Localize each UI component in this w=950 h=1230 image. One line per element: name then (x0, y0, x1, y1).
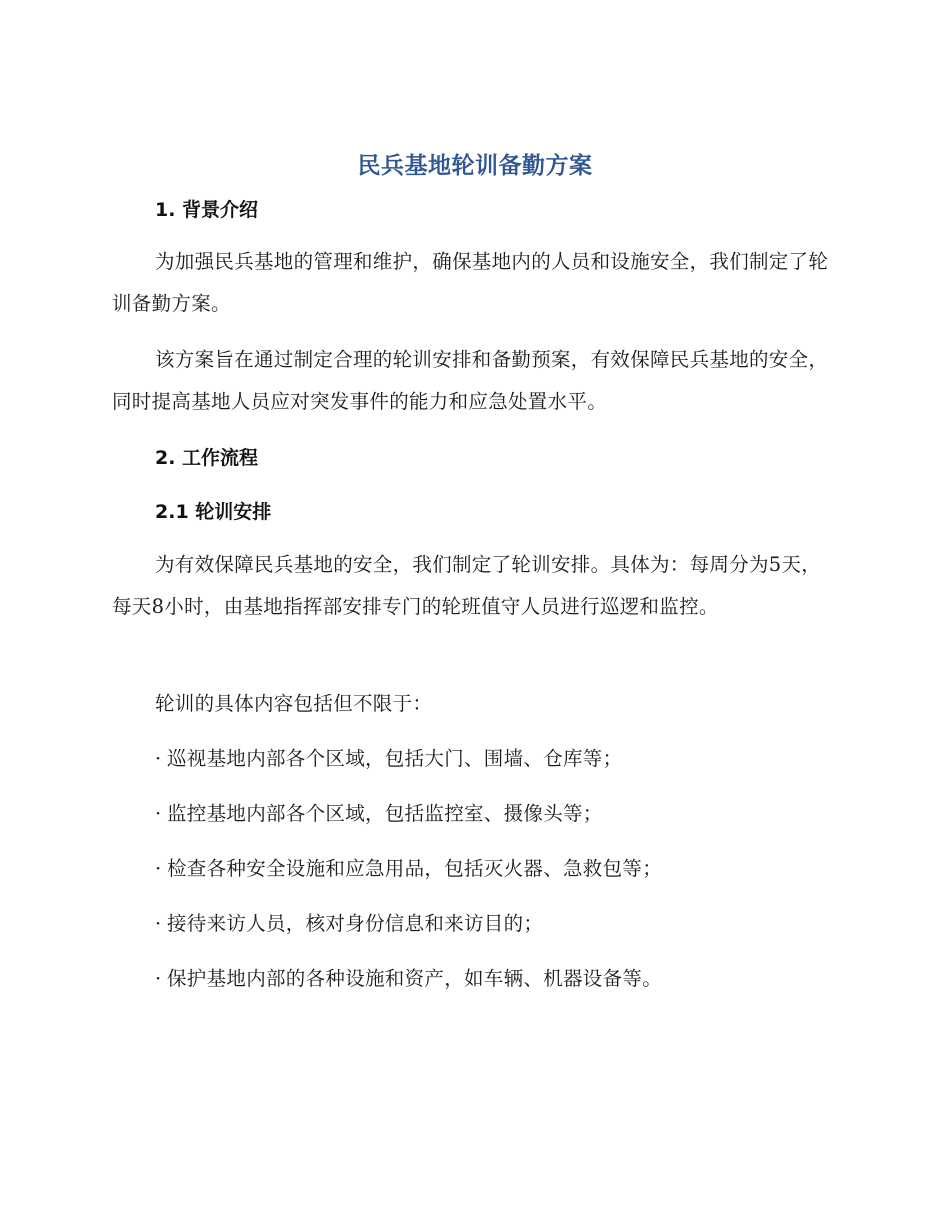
list-item (155, 744, 622, 774)
bullet-marker: · (155, 802, 162, 825)
bullet-marker: · (155, 967, 162, 990)
list-item-text: 检查各种安全设施和应急用品，包括灭火器、急救包等； (167, 857, 663, 880)
subsection-heading-rotation: 2.1 轮训安排 (155, 501, 272, 523)
list-item (155, 909, 543, 939)
section-heading-workflow: 2. 工作流程 (155, 447, 259, 469)
list-item-text: 监控基地内部各个区域，包括监控室、摄像头等； (167, 802, 603, 825)
list-item (155, 964, 662, 994)
paragraph-rotation-2: 轮训的具体内容包括但不限于： (155, 692, 433, 715)
list-item (155, 854, 662, 884)
list-item-text: 巡视基地内部各个区域，包括大门、围墙、仓库等； (167, 747, 623, 770)
paragraph-background-2: 该方案旨在通过制定合理的轮训安排和备勤预案，有效保障民兵基地的安全，同时提高基地人员应对突发事件的能力和应急处置水平。 (112, 348, 829, 413)
list-item-text: 保护基地内部的各种设施和资产，如车辆、机器设备等。 (167, 967, 663, 990)
paragraph-background-1: 为加强民兵基地的管理和维护，确保基地内的人员和设施安全，我们制定了轮训备勤方案。 (112, 250, 829, 315)
bullet-marker: · (155, 857, 162, 880)
list-item-text: 接待来访人员，核对身份信息和来访目的； (167, 912, 544, 935)
document-title: 民兵基地轮训备勤方案 (357, 153, 593, 179)
list-item (155, 799, 603, 829)
section-heading-background: 1. 背景介绍 (155, 199, 259, 221)
bullet-marker: · (155, 747, 162, 770)
paragraph-rotation-1: 为有效保障民兵基地的安全，我们制定了轮训安排。具体为：每周分为5天，每天8小时，由基地指挥部安排专门的轮班值守人员进行巡逻和监控。 (112, 553, 822, 618)
bullet-marker: · (155, 912, 162, 935)
